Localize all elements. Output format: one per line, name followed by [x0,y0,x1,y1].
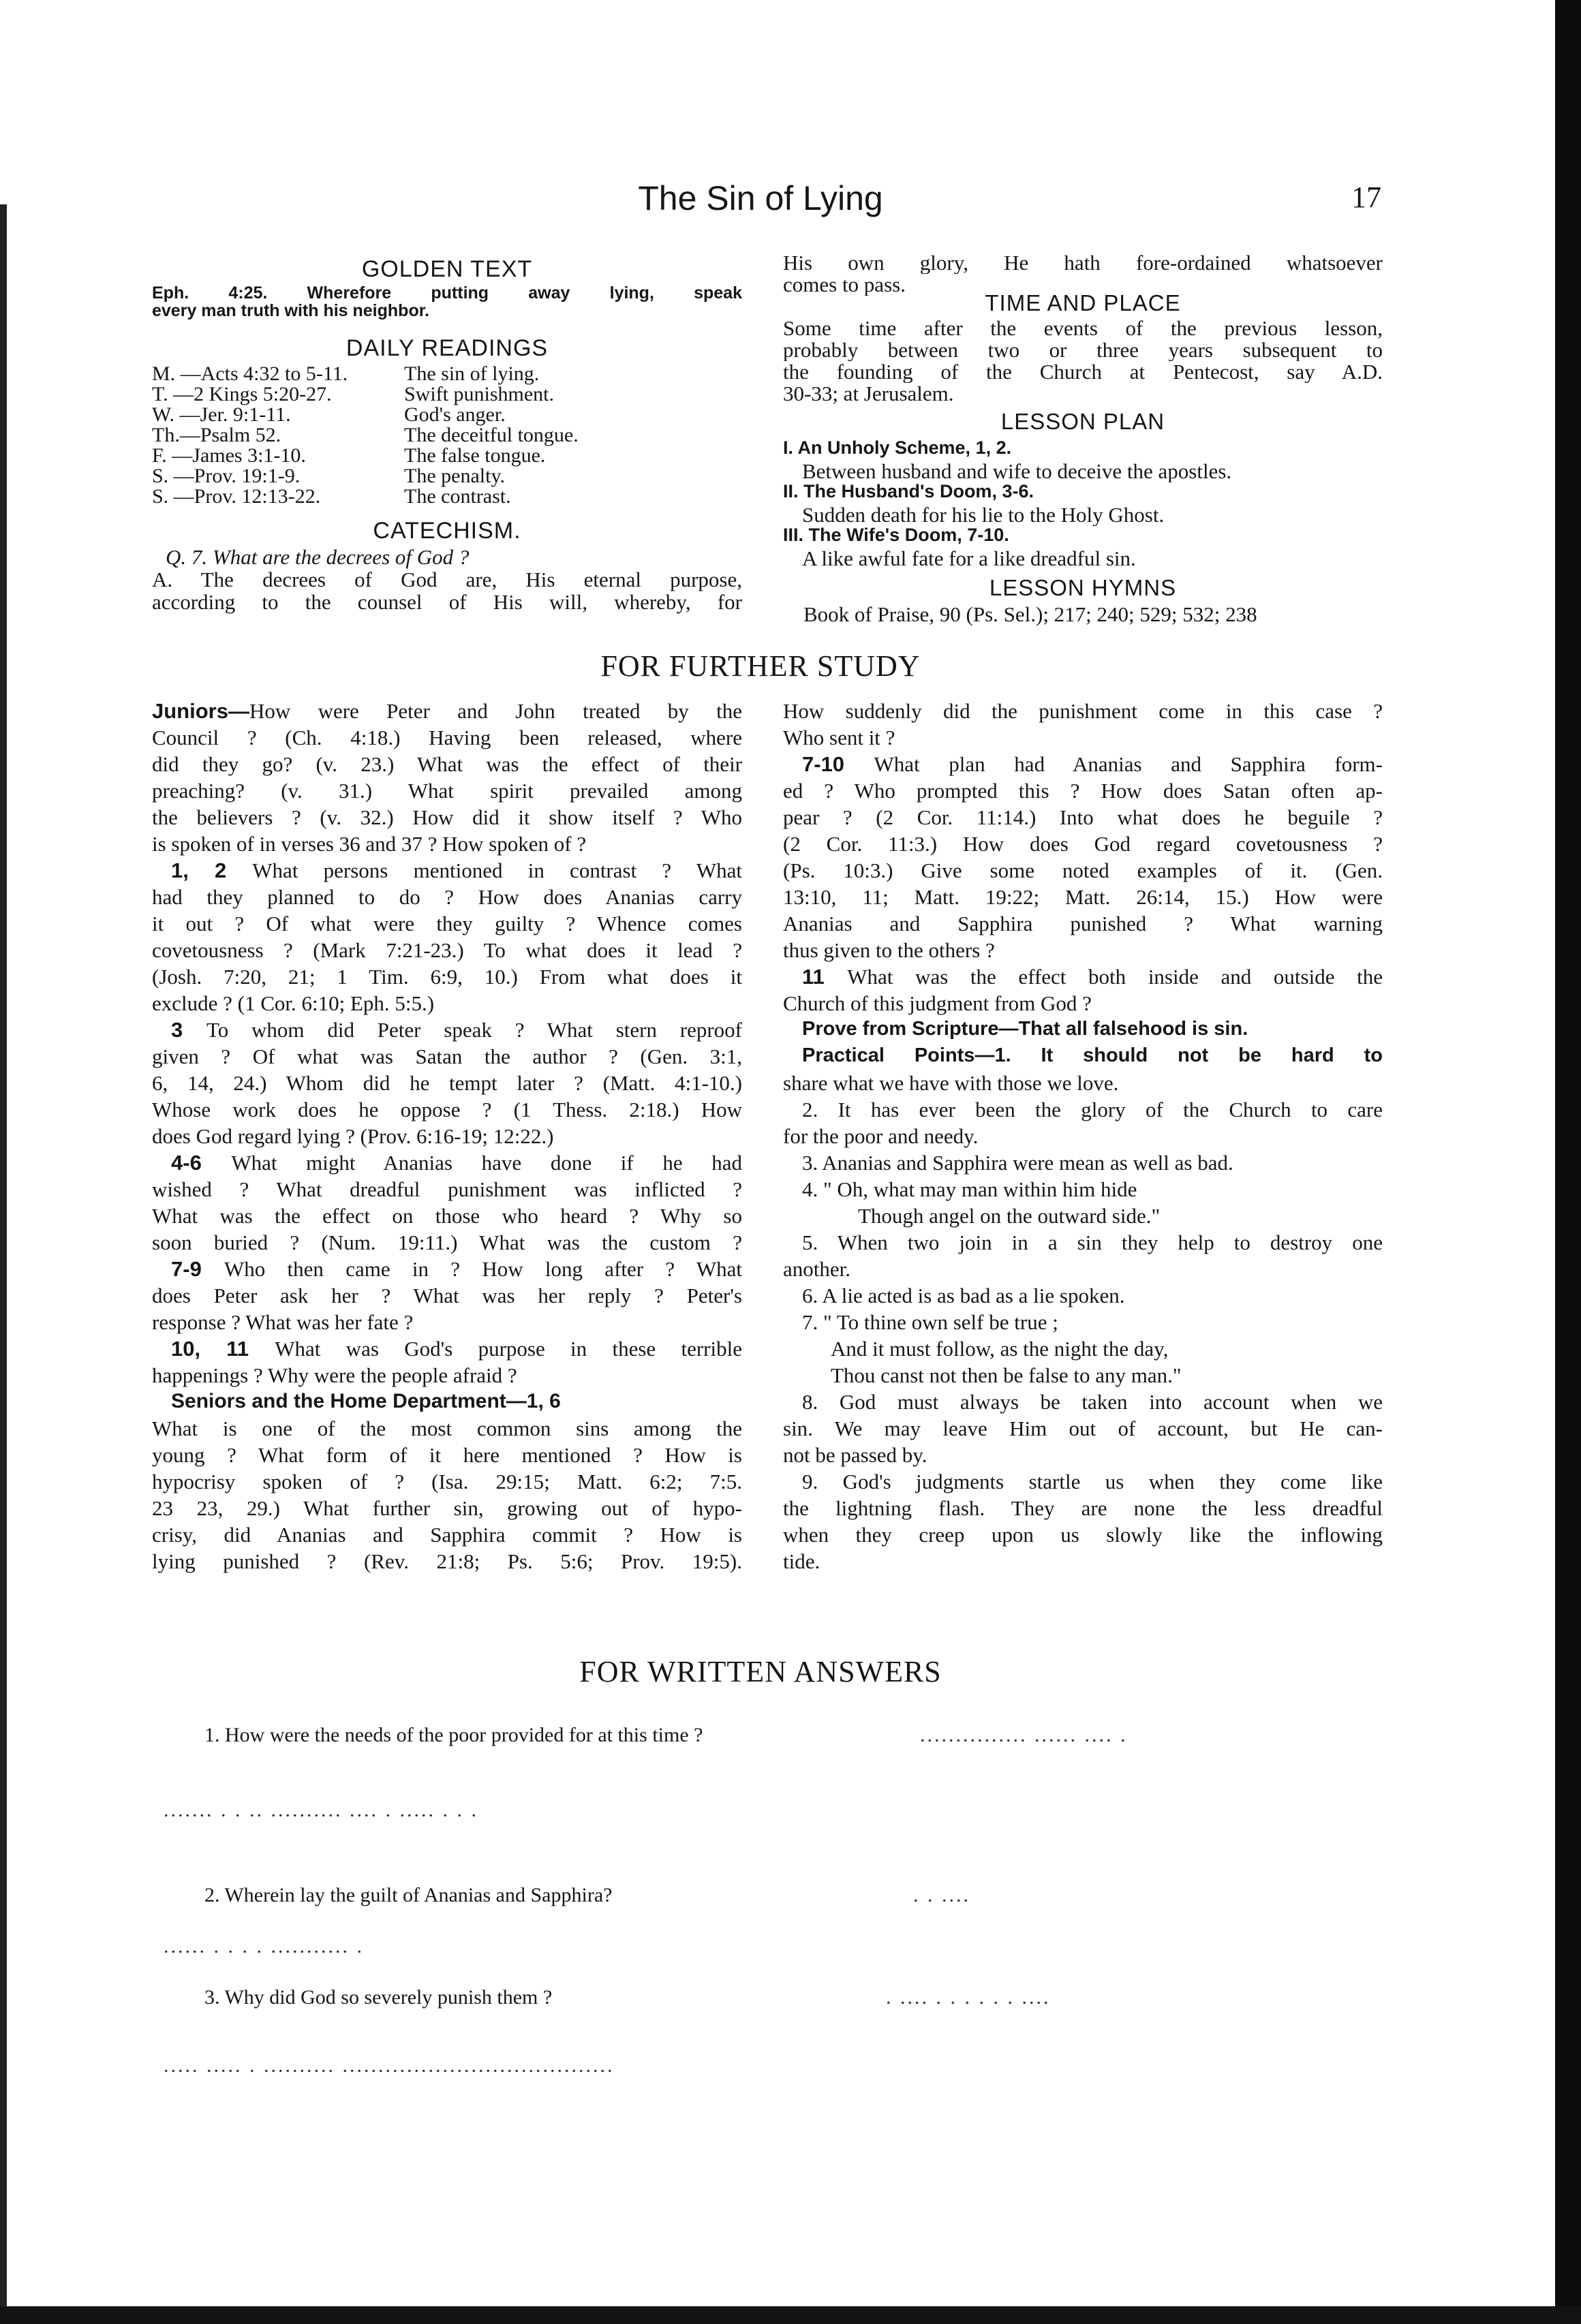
study-line: covetousness ? (Mark 7:21-23.) To what does it lead ? [152,940,742,962]
running-header [0,179,1521,226]
lesson-plan-item-detail: A like awful fate for a like dreadful sin. [802,548,1136,570]
reading-reference: M. —Acts 4:32 to 5-11. [152,362,348,385]
study-line: not be passed by. [783,1444,927,1467]
lesson-hymns-text: Book of Praise, 90 (Ps. Sel.); 217; 240; 529; 532; 238 [803,604,1257,625]
study-line: when they creep upon us slowly like the inflowing [783,1524,1383,1547]
study-text: How were Peter and John treated by the [249,700,742,723]
study-line: tide. [783,1551,820,1573]
catechism-question: Q. 7. What are the decrees of God ? [166,546,470,569]
time-place-line: probably between two or three years subsequent to [783,339,1383,361]
page-title: The Sin of Lying [638,179,883,217]
study-line: it out ? Of what were they guilty ? Whence comes [152,913,742,935]
study-line: crisy, did Ananias and Sapphira commit ? How is [152,1524,742,1547]
study-line: 13:10, 11; Matt. 19:22; Matt. 26:14, 15.) How were [783,886,1383,909]
time-place-line: the founding of the Church at Pentecost, say A.D. [783,361,1383,383]
study-line [152,700,742,727]
study-line: How suddenly did the punishment come in this case ? [783,700,1383,723]
study-line: 8. God must always be taken into account when we [802,1391,1383,1414]
catechism-answer-line: A. The decrees of God are, His eternal purpose, [152,569,742,591]
study-line: Council ? (Ch. 4:18.) Having been released, where [152,727,742,749]
practical-points: Practical Points—1. It should not be hard to [802,1046,1383,1066]
study-line: 11 What was the effect both inside and outside the [802,966,1383,989]
reading-title: The contrast. [404,485,511,508]
reading-title: The penalty. [404,465,505,487]
answer-line[interactable]: ...... . . . . ........... . [164,1935,364,1957]
study-line: response ? What was her fate ? [152,1312,414,1334]
study-line: pear ? (2 Cor. 11:14.) Into what does he beguile ? [783,807,1383,829]
study-line: And it must follow, as the night the day, [831,1338,1169,1361]
time-place-line: 30-33; at Jerusalem. [783,383,954,405]
study-line: Though angel on the outward side." [858,1205,1161,1228]
study-line: 6, 14, 24.) Whom did he tempt later ? (Matt. 4:1-10.) [152,1072,742,1095]
study-line: (Josh. 7:20, 21; 1 Tim. 6:9, 10.) From what does it [152,966,742,989]
study-line: the lightning flash. They are none the less dreadful [783,1498,1383,1520]
reading-title: God's anger. [404,403,506,426]
answer-line[interactable]: ....... . . .. .......... .... . ..... . . . [164,1799,478,1821]
study-line: 7. " To thine own self be true ; [802,1312,1058,1334]
reading-title: The deceitful tongue. [404,424,579,446]
study-line: Church of this judgment from God ? [783,993,1092,1015]
verse-number: 4-6 [171,1152,232,1175]
answer-line[interactable]: ............... ...... .... . [920,1724,1128,1746]
catechism-answer-line: His own glory, He hath fore-ordained whatsoever [783,252,1383,274]
prove-from-scripture: Prove from Scripture—That all falsehood is sin. [802,1019,1248,1040]
study-line: the believers ? (v. 32.) How did it show itself ? Who [152,807,742,829]
right-top-column [783,252,1383,625]
lesson-plan-item-title: III. The Wife's Doom, 7-10. [783,526,1009,545]
study-line: 23 23, 29.) What further sin, growing out of hypo- [152,1498,742,1520]
study-line: 3. Ananias and Sapphira were mean as well as bad. [802,1152,1233,1175]
study-line: thus given to the others ? [783,940,995,962]
study-line: exclude ? (1 Cor. 6:10; Eph. 5:5.) [152,993,435,1015]
study-line: share what we have with those we love. [783,1072,1119,1095]
left-top-column [152,258,742,614]
study-line: What was the effect on those who heard ? Why so [152,1205,742,1228]
study-line: 4-6 What might Ananias have done if he had [171,1152,742,1175]
reading-title: The sin of lying. [404,362,540,385]
reading-reference: S. —Prov. 12:13-22. [152,485,321,508]
reading-item [152,405,742,425]
verse-number: 1, 2 [171,860,253,882]
page-number: 17 [1351,181,1381,214]
study-line: Whose work does he oppose ? (1 Thess. 2:18.) How [152,1099,742,1121]
golden-text-line: every man truth with his neighbor. [152,303,430,320]
study-line: Ananias and Sapphira punished ? What warning [783,913,1383,935]
study-line: does God regard lying ? (Prov. 6:16-19; 12:22.) [152,1126,554,1148]
study-line: 10, 11 What was God's purpose in these terrible [171,1338,742,1361]
written-answers-heading: FOR WRITTEN ANSWERS [579,1655,942,1688]
scan-bottom-edge [0,2306,1581,2324]
study-line: given ? Of what was Satan the author ? (Gen. 3:1, [152,1046,742,1068]
verse-number: 7-9 [171,1258,224,1281]
written-question-1: 1. How were the needs of the poor provided for at this time ? [204,1724,703,1746]
study-line: 2. It has ever been the glory of the Church to care [802,1099,1383,1121]
study-line: sin. We may leave Him out of account, but He can- [783,1418,1383,1440]
lesson-plan-item-detail: Between husband and wife to deceive the apostles. [802,461,1232,482]
lesson-plan-heading: LESSON PLAN [1000,409,1165,434]
study-line: 5. When two join in a sin they help to destroy one [802,1232,1383,1254]
catechism-answer-line: comes to pass. [783,274,906,296]
reading-title: Swift punishment. [404,383,555,405]
golden-text-heading: GOLDEN TEXT [361,256,533,282]
study-line: is spoken of in verses 36 and 37 ? How spoken of ? [152,833,587,856]
written-question-3: 3. Why did God so severely punish them ? [204,1986,553,2009]
study-line: lying punished ? (Rev. 21:8; Ps. 5:6; Prov. 19:5). [152,1551,742,1573]
time-place-line: Some time after the events of the previous lesson, [783,317,1383,339]
reading-item [152,384,742,405]
verse-number: 7-10 [802,754,874,776]
reading-reference: W. —Jer. 9:1-11. [152,403,291,426]
lesson-plan-item-title: II. The Husband's Doom, 3-6. [783,482,1034,501]
further-study-right [783,700,1383,1577]
catechism-answer-line: according to the counsel of His will, whereby, for [152,591,742,614]
answer-line[interactable]: . . .... [913,1884,970,1906]
reading-item [152,486,742,507]
daily-readings-heading: DAILY READINGS [346,335,549,361]
study-line: ed ? Who prompted this ? How does Satan often ap- [783,780,1383,803]
golden-text [152,285,742,320]
golden-text-line: Eph. 4:25. Wherefore putting away lying, speak [152,285,742,303]
reading-item [152,364,742,384]
study-line: another. [783,1258,850,1281]
further-study-heading: FOR FURTHER STUDY [600,649,921,683]
study-line: young ? What form of it here mentioned ? How is [152,1444,742,1467]
study-line: did they go? (v. 23.) What was the effect of their [152,754,742,776]
study-line: Who sent it ? [783,727,895,749]
further-study-left [152,700,742,1577]
reading-item [152,425,742,446]
study-line: for the poor and needy. [783,1126,979,1148]
study-line: 6. A lie acted is as bad as a lie spoken. [802,1285,1125,1307]
seniors-heading: Seniors and the Home Department—1, 6 [171,1391,561,1412]
daily-readings-list [152,364,742,507]
study-line: does Peter ask her ? What was her reply ? Peter's [152,1285,742,1307]
answer-line[interactable]: . .... . . . . . . .... [886,1986,1051,2009]
study-line: (2 Cor. 11:3.) How does God regard covetousness ? [783,833,1383,856]
juniors-label: Juniors— [152,700,249,723]
verse-number: 3 [171,1019,206,1042]
answer-line[interactable]: ..... ..... . .......... ...................................... [164,2054,615,2077]
time-place-heading: TIME AND PLACE [985,290,1181,315]
study-line: hypocrisy spoken of ? (Isa. 29:15; Matt. 6:2; 7:5. [152,1471,742,1493]
study-line: happenings ? Why were the people afraid ? [152,1365,517,1387]
study-line: Thou canst not then be false to any man." [831,1365,1182,1387]
catechism [152,546,742,614]
study-line: had they planned to do ? How does Ananias carry [152,886,742,909]
study-line: 1, 2 What persons mentioned in contrast ? What [171,860,742,882]
reading-reference: Th.—Psalm 52. [152,424,281,446]
written-question-2: 2. Wherein lay the guilt of Ananias and Sapphira? [204,1884,613,1906]
lesson-plan-item-detail: Sudden death for his lie to the Holy Ghost. [802,504,1165,526]
study-line: 9. God's judgments startle us when they come like [802,1471,1383,1493]
scan-right-edge [1555,0,1581,2324]
study-line: 4. " Oh, what may man within him hide [802,1179,1137,1201]
lesson-hymns-heading: LESSON HYMNS [989,575,1177,600]
reading-reference: S. —Prov. 19:1-9. [152,465,301,487]
reading-item [152,466,742,486]
reading-reference: T. —2 Kings 5:20-27. [152,383,332,405]
study-line: soon buried ? (Num. 19:11.) What was the custom ? [152,1232,742,1254]
study-line: wished ? What dreadful punishment was inflicted ? [152,1179,742,1201]
study-line: 7-9 Who then came in ? How long after ? What [171,1258,742,1281]
reading-title: The false tongue. [404,444,546,467]
verse-number: 11 [802,966,848,989]
study-line: preaching? (v. 31.) What spirit prevailed among [152,780,742,803]
lesson-plan-item-title: I. An Unholy Scheme, 1, 2. [783,439,1012,458]
study-line: What is one of the most common sins among the [152,1418,742,1440]
reading-reference: F. —James 3:1-10. [152,444,306,467]
catechism-heading: CATECHISM. [373,518,521,544]
verse-number: 10, 11 [171,1338,275,1361]
study-line: 3 To whom did Peter speak ? What stern reproof [171,1019,742,1042]
reading-item [152,446,742,466]
scan-left-edge [0,204,7,2324]
study-line: 7-10 What plan had Ananias and Sapphira form- [802,754,1383,776]
study-line: (Ps. 10:3.) Give some noted examples of it. (Gen. [783,860,1383,882]
